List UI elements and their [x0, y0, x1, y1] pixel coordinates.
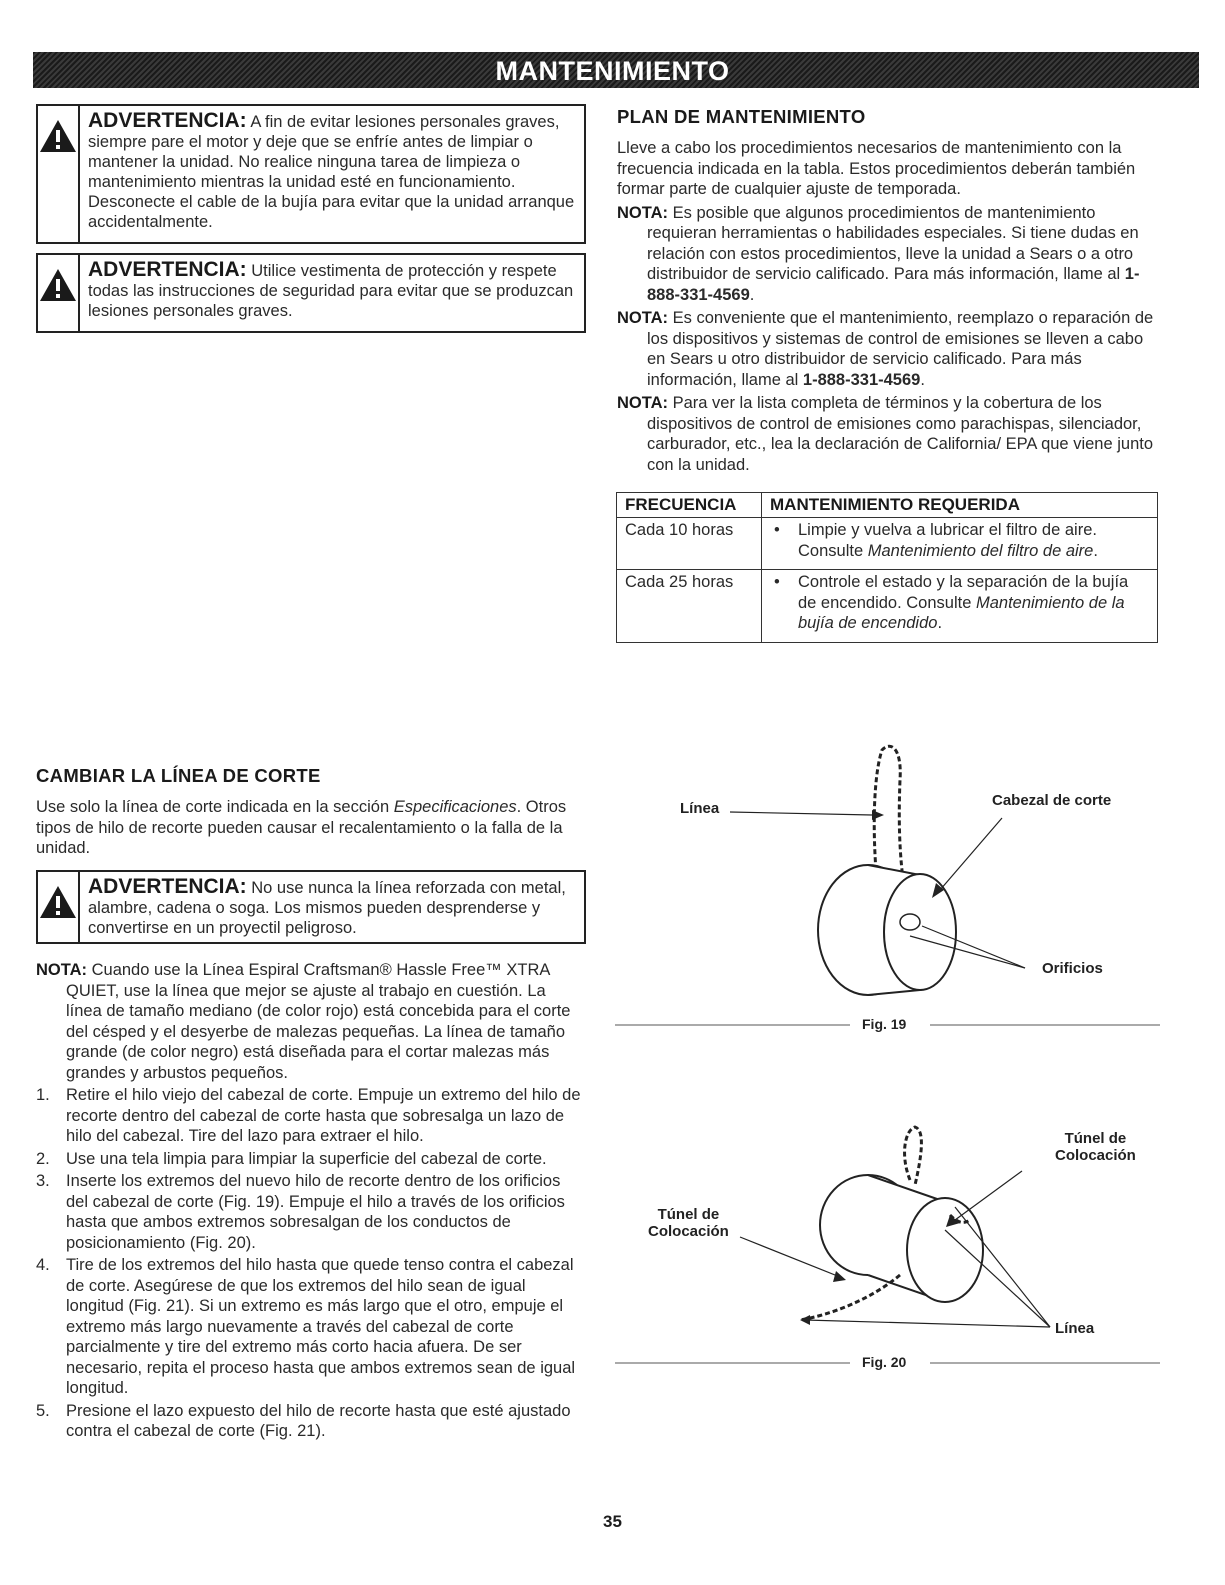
page-title: MANTENIMIENTO [495, 56, 730, 86]
column-header: FRECUENCIA [617, 493, 762, 518]
fig19-label-cabezal: Cabezal de corte [992, 792, 1112, 809]
table-row: Cada 25 horas • Controle el estado y la separación de la bujía de encendido. Consulte Mantenimiento de la bujía de encendido. [617, 570, 1158, 643]
list-item: 3. Inserte los extremos del nuevo hilo de recorte dentro de los orificios del cabezal de corte (Fig. 19). Empuje el hilo a través de los orificios hasta que ambos extremos sobresalgan de los conductos de posicionamiento (Fig. 20). [36, 1172, 565, 1252]
change-line-intro: Use solo la línea de corte indicada en la sección Especificaciones. Otros tipos de hilo de recorte pueden causar el recalentamiento o la falla de la unidad. [36, 798, 567, 857]
section-title: CAMBIAR LA LÍNEA DE CORTE [36, 765, 321, 786]
warning-heading: ADVERTENCIA: [88, 875, 247, 898]
table-row: Cada 10 horas • Limpie y vuelva a lubricar el filtro de aire. Consulte Mantenimiento del filtro de aire. [617, 518, 1158, 570]
warning-box-2 [36, 253, 586, 333]
note-1: NOTA: Es posible que algunos procedimientos de mantenimiento requieran herramientas o habilidades especiales. Si tiene dudas en relación con estos procedimientos, lleve la unidad a Sears o a otro distribuidor de servicio calificado. Para más información, llame al 1-888-331-4569. [617, 203, 1140, 304]
list-item: 1. Retire el hilo viejo del cabezal de corte. Empuje un extremo del hilo de recorte dentro del cabezal de corte hasta que sobresalga un lazo de hilo del cabezal. Tire del lazo para extraer el hilo. [36, 1086, 581, 1145]
fig20-label-linea: Línea [1055, 1320, 1095, 1337]
warning-triangle-icon [38, 118, 78, 154]
note-2: NOTA: Es conveniente que el mantenimiento, reemplazo o reparación de los dispositivos y sistemas de control de emisiones se lleven a cabo en Sears u otro distribuidor de servicio calificado. Para más información, llame al 1-888-331-4569. [617, 309, 1154, 389]
fig19-caption: Fig. 19 [862, 1016, 907, 1032]
warning-triangle-icon [38, 267, 78, 303]
fig19-label-orificios: Orificios [1042, 960, 1103, 977]
fig20-label-tunel-right: Túnel de Colocación [1055, 1130, 1136, 1164]
warning-box-3 [36, 870, 586, 944]
fig19-label-linea: Línea [680, 800, 720, 817]
fig20-caption: Fig. 20 [862, 1354, 907, 1370]
warning-heading: ADVERTENCIA: [88, 258, 247, 281]
list-item: 4. Tire de los extremos del hilo hasta que quede tenso contra el cabezal de corte. Asegúrese de que los extremos del hilo sean de igual longitud (Fig. 21). Si un extremo es más largo que el otro, empuje el extremo más largo nuevamente a través del cabezal de corte parcialmente y tire del extremo más corto hacia afuera. De ser necesario, repita el proceso hasta que ambos extremos sean de igual longitud. [36, 1256, 576, 1397]
warning-text: Utilice vestimenta de protección y respete todas las instrucciones de seguridad para evitar que se produzcan lesiones personales graves. [88, 262, 574, 320]
page-number: 35 [603, 1512, 622, 1531]
warning-text: A fin de evitar lesiones personales graves, siempre pare el motor y deje que se enfríe antes de limpiar o mantener la unidad. No realice ninguna tarea de limpieza o mantenimiento mientras la unidad esté en funcionamiento. Desconecte el cable de la bujía para evitar que la unidad arranque accidentalmente. [88, 113, 575, 231]
note-line-types: NOTA: Cuando use la Línea Espiral Craftsman® Hassle Free™ XTRA QUIET, use la línea que mejor se ajuste al trabajo en cuestión. La línea de tamaño mediano (de color rojo) está concebida para el corte del césped y el desyerbe de malezas pequeñas. La línea de tamaño grande (de color negro) está diseñada para el cortar malezas más grandes y arbustos pequeños. [36, 961, 571, 1082]
change-line-steps [36, 960, 586, 1442]
warning-box-1 [36, 104, 586, 244]
table-header-row [617, 493, 1158, 518]
fig20-label-tunel-left: Túnel de Colocación [648, 1206, 729, 1240]
maintenance-cell: Controle el estado y la separación de la bujía de encendido. Consulte Mantenimiento de la bujía de encendido. [798, 573, 1129, 632]
note-3: NOTA: Para ver la lista completa de términos y la cobertura de los dispositivos de control de emisiones como parachispas, silenciador, carburador, etc., lea la declaración de California/ EPA que viene junto con la unidad. [617, 394, 1154, 474]
warning-text: No use nunca la línea reforzada con metal, alambre, cadena o soga. Los mismos pueden desprenderse y convertirse en un proyectil peligroso. [88, 879, 566, 937]
change-line-section [36, 765, 586, 859]
warning-triangle-icon [38, 884, 78, 920]
figure-19-illustration [610, 740, 1170, 1040]
maintenance-plan-section [617, 106, 1162, 475]
maintenance-cell: Limpie y vuelva a lubricar el filtro de aire. Consulte Mantenimiento del filtro de aire. [798, 521, 1098, 560]
warning-heading: ADVERTENCIA: [88, 109, 247, 132]
maintenance-table [616, 492, 1158, 643]
plan-intro: Lleve a cabo los procedimientos necesarios de mantenimiento con la frecuencia indicada en la tabla. Estos procedimientos deberán también formar parte de cualquier ajuste de temporada. [617, 139, 1136, 198]
frequency-cell: Cada 10 horas [617, 518, 762, 570]
list-item: 2. Use una tela limpia para limpiar la superficie del cabezal de corte. [36, 1149, 547, 1168]
section-title: PLAN DE MANTENIMIENTO [617, 106, 866, 127]
column-header: MANTENIMIENTO REQUERIDA [762, 493, 1158, 518]
list-item: 5. Presione el lazo expuesto del hilo de recorte hasta que esté ajustado contra el cabezal de corte (Fig. 21). [36, 1401, 571, 1440]
frequency-cell: Cada 25 horas [617, 570, 762, 643]
